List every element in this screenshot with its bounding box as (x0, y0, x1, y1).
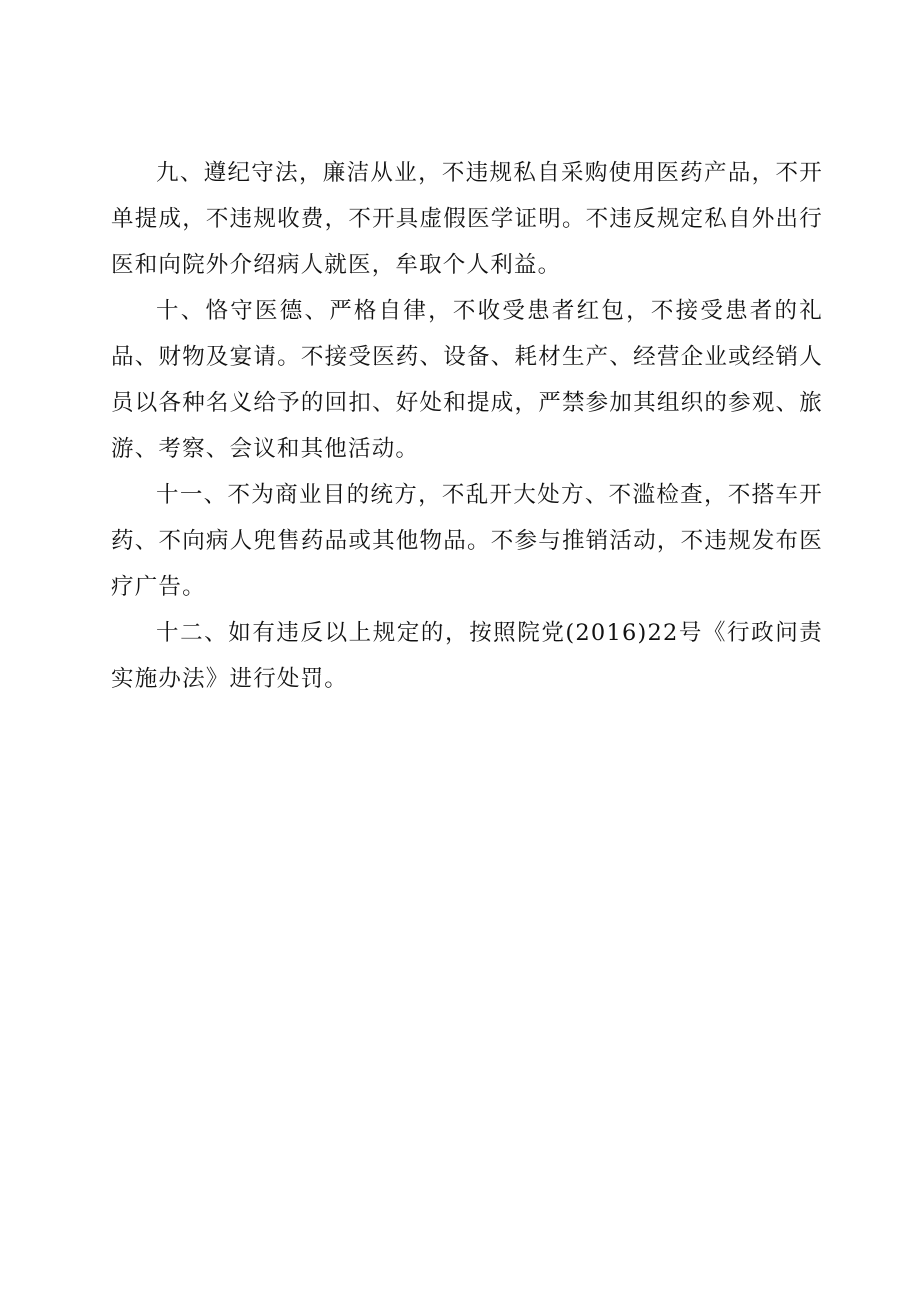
paragraph-10: 十、恪守医德、严格自律，不收受患者红包，不接受患者的礼品、财物及宴请。不接受医药、设备、耗材生产、经营企业或经销人员以各种名义给予的回扣、好处和提成，严禁参加其组织的参观、旅游、考察、会议和其他活动。 (111, 298, 823, 462)
document-body (111, 150, 823, 702)
paragraph-9: 九、遵纪守法，廉洁从业，不违规私自采购使用医药产品，不开单提成，不违规收费，不开具虚假医学证明。不违反规定私自外出行医和向院外介绍病人就医，牟取个人利益。 (111, 160, 823, 278)
paragraph-12: 十二、如有违反以上规定的，按照院党(2016)22号《行政问责实施办法》进行处罚。 (111, 620, 823, 692)
paragraph-11: 十一、不为商业目的统方，不乱开大处方、不滥检查，不搭车开药、不向病人兜售药品或其他物品。不参与推销活动，不违规发布医疗广告。 (111, 482, 823, 600)
